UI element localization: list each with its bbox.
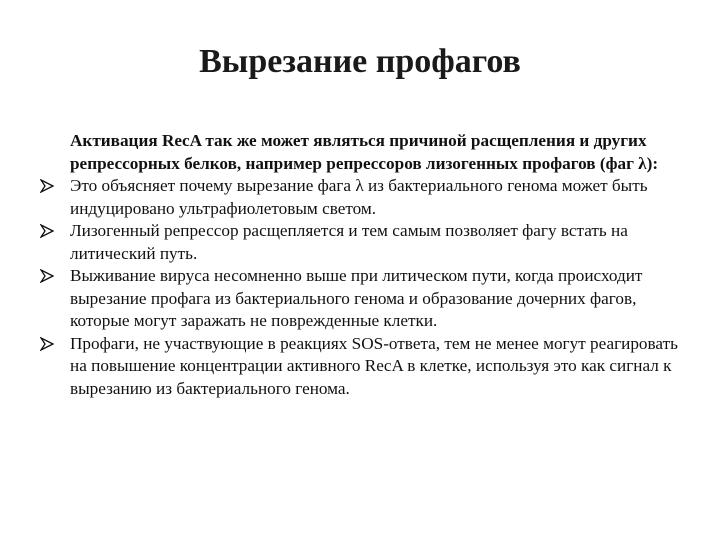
slide-body xyxy=(40,130,690,400)
bullet-text: Профаги, не участвующие в реакциях SOS-ответа, тем не менее могут реагировать на повышение концентрации активного RecA в клетке, используя это как сигнал к вырезанию из бактериального генома. xyxy=(70,333,678,398)
intro-paragraph: Активация RecA так же может являться причиной расщепления и других репрессорных белков, например репрессоров лизогенных профагов (фаг λ): xyxy=(70,131,659,173)
bullet-text: Лизогенный репрессор расщепляется и тем самым позволяет фагу встать на литический путь. xyxy=(70,221,628,263)
arrowhead-bullet-icon xyxy=(40,265,58,288)
bullet-item xyxy=(40,265,690,333)
bullet-item xyxy=(40,175,690,220)
arrowhead-bullet-icon xyxy=(40,175,58,198)
bullet-list xyxy=(40,175,690,400)
bullet-text: Выживание вируса несомненно выше при литическом пути, когда происходит вырезание профага из бактериального генома и образование дочерних фагов, которые могут заражать не поврежденные клетки. xyxy=(70,266,643,330)
arrowhead-bullet-icon xyxy=(40,333,58,356)
bullet-text: Это объясняет почему вырезание фага λ из бактериального генома может быть индуцировано ультрафиолетовым светом. xyxy=(70,176,648,218)
bullet-item xyxy=(40,220,690,265)
slide-title: Вырезание профагов xyxy=(199,43,521,80)
arrowhead-bullet-icon xyxy=(40,220,58,243)
bullet-item xyxy=(40,333,690,401)
